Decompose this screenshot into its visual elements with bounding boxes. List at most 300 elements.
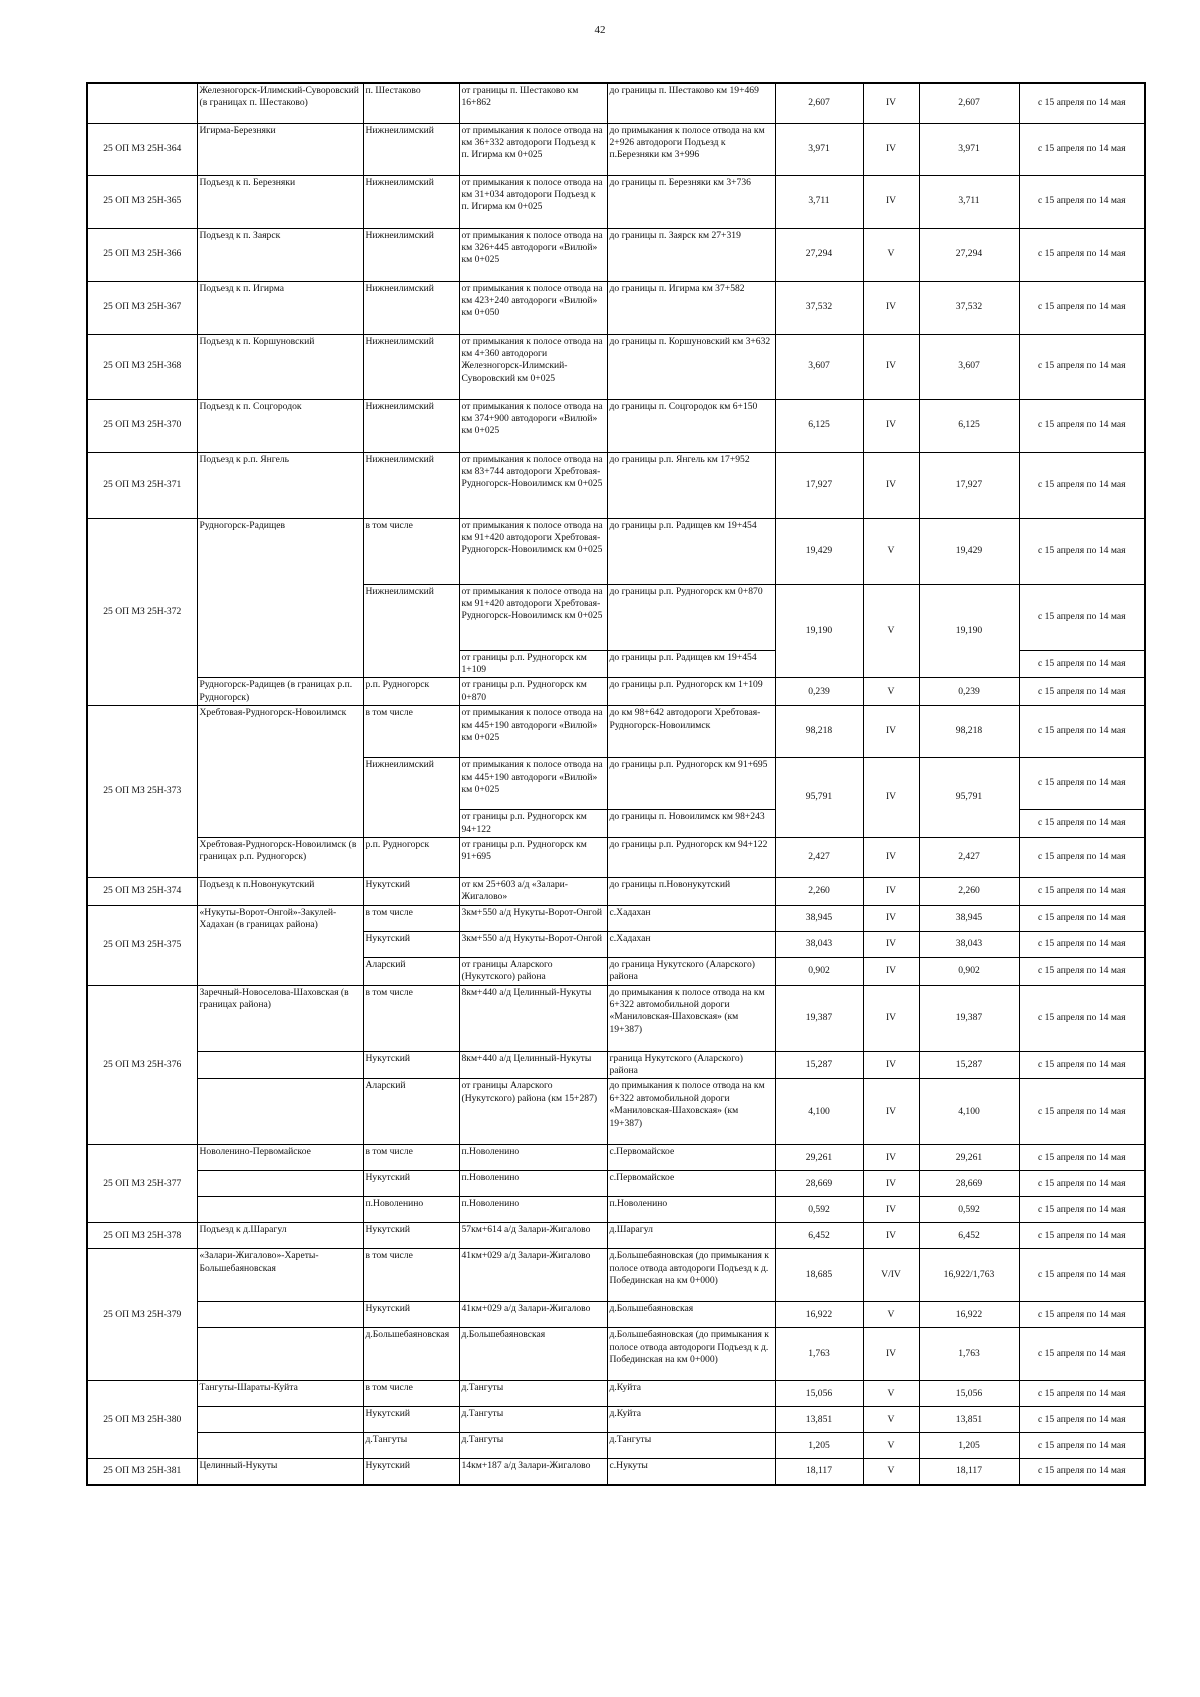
road-name-cell (197, 1302, 363, 1328)
length-cell: 16,922 (775, 1302, 863, 1328)
period-cell: с 15 апреля по 14 мая (1019, 1381, 1145, 1407)
road-name-cell: Подъезд к п. Березняки (197, 175, 363, 228)
table-row (87, 228, 1145, 281)
start-cell: п.Новоленино (459, 1145, 607, 1171)
road-name-cell: Рудногорск-Радищев (197, 518, 363, 678)
road-name-cell (197, 1328, 363, 1381)
road-id-cell: 25 ОП МЗ 25Н-376 (87, 985, 197, 1145)
segment-cell: Аларский (363, 1079, 459, 1145)
table-row (87, 518, 1145, 584)
category-cell: IV (863, 1223, 919, 1249)
road-name-cell: Хребтовая-Рудногорск-Новоилимск (197, 706, 363, 838)
road-id-cell: 25 ОП МЗ 25Н-377 (87, 1145, 197, 1223)
length-cell: 38,043 (775, 931, 863, 957)
table-row (87, 175, 1145, 228)
period-cell: с 15 апреля по 14 мая (1019, 1223, 1145, 1249)
segment-cell: в том числе (363, 905, 459, 931)
period-cell: с 15 апреля по 14 мая (1019, 1302, 1145, 1328)
end-cell: с.Первомайское (607, 1171, 775, 1197)
length-cell: 0,239 (775, 678, 863, 706)
table-row (87, 123, 1145, 175)
end-cell: с.Первомайское (607, 1145, 775, 1171)
segment-cell: Нижнеилимский (363, 175, 459, 228)
start-cell: от границы р.п. Рудногорск км 0+870 (459, 678, 607, 706)
period-cell: с 15 апреля по 14 мая (1019, 334, 1145, 399)
period-cell: с 15 апреля по 14 мая (1019, 957, 1145, 985)
table-row (87, 877, 1145, 905)
category-cell: IV (863, 837, 919, 877)
category-length-cell: 95,791 (919, 758, 1019, 838)
category-length-cell: 13,851 (919, 1407, 1019, 1433)
segment-cell: Нукутский (363, 1171, 459, 1197)
length-cell: 18,685 (775, 1249, 863, 1302)
category-cell: IV (863, 1051, 919, 1079)
category-length-cell: 15,056 (919, 1381, 1019, 1407)
end-cell: до границы п. Березняки км 3+736 (607, 175, 775, 228)
category-length-cell: 38,945 (919, 905, 1019, 931)
length-cell: 6,125 (775, 399, 863, 452)
segment-cell: п.Новоленино (363, 1197, 459, 1223)
start-cell: от примыкания к полосе отвода на км 423+240 автодороги «Вилюй» км 0+050 (459, 281, 607, 334)
table-row (87, 1381, 1145, 1407)
category-length-cell: 16,922 (919, 1302, 1019, 1328)
table-row (87, 399, 1145, 452)
segment-cell: в том числе (363, 1381, 459, 1407)
segment-cell: п. Шестаково (363, 83, 459, 123)
length-cell: 6,452 (775, 1223, 863, 1249)
period-cell: с 15 апреля по 14 мая (1019, 1171, 1145, 1197)
category-cell: IV (863, 985, 919, 1051)
period-cell: с 15 апреля по 14 мая (1019, 123, 1145, 175)
category-cell: IV (863, 334, 919, 399)
period-cell: с 15 апреля по 14 мая (1019, 83, 1145, 123)
road-id-cell: 25 ОП МЗ 25Н-367 (87, 281, 197, 334)
segment-cell: в том числе (363, 1145, 459, 1171)
end-cell: д.Большебаяновская (до примыкания к полосе отвода автодороги Подъезд к д. Побединская на км 0+000) (607, 1328, 775, 1381)
start-cell: от границы р.п. Рудногорск км 91+695 (459, 837, 607, 877)
end-cell: п.Новоленино (607, 1197, 775, 1223)
segment-cell: Нукутский (363, 1459, 459, 1485)
period-cell: с 15 апреля по 14 мая (1019, 837, 1145, 877)
segment-cell: Нукутский (363, 1302, 459, 1328)
table-row (87, 837, 1145, 877)
length-cell: 2,260 (775, 877, 863, 905)
period-cell: с 15 апреля по 14 мая (1019, 650, 1145, 678)
road-id-cell: 25 ОП МЗ 25Н-381 (87, 1459, 197, 1485)
segment-cell: Нукутский (363, 877, 459, 905)
period-cell: с 15 апреля по 14 мая (1019, 1459, 1145, 1485)
table-row (87, 1079, 1145, 1145)
category-length-cell: 19,190 (919, 584, 1019, 678)
category-length-cell: 19,429 (919, 518, 1019, 584)
segment-cell: Нижнеилимский (363, 228, 459, 281)
category-cell: IV (863, 931, 919, 957)
length-cell: 15,287 (775, 1051, 863, 1079)
table-row (87, 1407, 1145, 1433)
period-cell: с 15 апреля по 14 мая (1019, 281, 1145, 334)
category-length-cell: 0,902 (919, 957, 1019, 985)
segment-cell: Нижнеилимский (363, 399, 459, 452)
start-cell: от границы р.п. Рудногорск км 94+122 (459, 810, 607, 838)
length-cell: 98,218 (775, 706, 863, 758)
table-row (87, 1433, 1145, 1459)
period-cell: с 15 апреля по 14 мая (1019, 905, 1145, 931)
category-cell: IV (863, 452, 919, 518)
start-cell: от границы п. Шестаково км 16+862 (459, 83, 607, 123)
end-cell: до граница Нукутского (Аларского) района (607, 957, 775, 985)
end-cell: до границы р.п. Радищев км 19+454 (607, 650, 775, 678)
segment-cell: Нукутский (363, 1051, 459, 1079)
table-row (87, 1197, 1145, 1223)
period-cell: с 15 апреля по 14 мая (1019, 518, 1145, 584)
category-cell: IV (863, 905, 919, 931)
start-cell: от примыкания к полосе отвода на км 326+445 автодороги «Вилюй» км 0+025 (459, 228, 607, 281)
end-cell: с.Нукуты (607, 1459, 775, 1485)
category-length-cell: 28,669 (919, 1171, 1019, 1197)
category-length-cell: 1,205 (919, 1433, 1019, 1459)
road-id-cell: 25 ОП МЗ 25Н-364 (87, 123, 197, 175)
start-cell: от границы р.п. Рудногорск км 1+109 (459, 650, 607, 678)
segment-cell: Аларский (363, 957, 459, 985)
category-length-cell: 29,261 (919, 1145, 1019, 1171)
category-cell: IV (863, 957, 919, 985)
segment-cell: Нижнеилимский (363, 334, 459, 399)
length-cell: 1,763 (775, 1328, 863, 1381)
road-name-cell: Подъезд к п. Игирма (197, 281, 363, 334)
length-cell: 37,532 (775, 281, 863, 334)
table-row (87, 985, 1145, 1051)
road-id-cell (87, 83, 197, 123)
segment-cell: Нижнеилимский (363, 123, 459, 175)
road-name-cell: Подъезд к п. Коршуновский (197, 334, 363, 399)
start-cell: 41км+029 а/д Залари-Жигалово (459, 1302, 607, 1328)
road-id-cell: 25 ОП МЗ 25Н-374 (87, 877, 197, 905)
table-row (87, 1145, 1145, 1171)
start-cell: п.Новоленино (459, 1197, 607, 1223)
start-cell: п.Новоленино (459, 1171, 607, 1197)
category-cell: IV (863, 1145, 919, 1171)
segment-cell: Нижнеилимский (363, 584, 459, 678)
start-cell: от примыкания к полосе отвода на км 445+190 автодороги «Вилюй» км 0+025 (459, 758, 607, 810)
category-cell: IV (863, 1328, 919, 1381)
start-cell: от границы Аларского (Нукутского) района (459, 957, 607, 985)
segment-cell: в том числе (363, 985, 459, 1051)
segment-cell: д.Тангуты (363, 1433, 459, 1459)
road-name-cell: Новоленино-Первомайское (197, 1145, 363, 1171)
road-name-cell: Целинный-Нукуты (197, 1459, 363, 1485)
end-cell: до границы п. Коршуновский км 3+632 (607, 334, 775, 399)
table-row (87, 452, 1145, 518)
category-length-cell: 15,287 (919, 1051, 1019, 1079)
road-id-cell: 25 ОП МЗ 25Н-365 (87, 175, 197, 228)
period-cell: с 15 апреля по 14 мая (1019, 452, 1145, 518)
start-cell: 3км+550 а/д Нукуты-Ворот-Онгой (459, 905, 607, 931)
roads-table-body (87, 83, 1145, 1485)
category-cell: V/IV (863, 1249, 919, 1302)
category-cell: V (863, 1459, 919, 1485)
category-cell: IV (863, 123, 919, 175)
segment-cell: Нукутский (363, 931, 459, 957)
period-cell: с 15 апреля по 14 мая (1019, 758, 1145, 810)
category-length-cell: 27,294 (919, 228, 1019, 281)
period-cell: с 15 апреля по 14 мая (1019, 931, 1145, 957)
end-cell: до границы п. Заярск км 27+319 (607, 228, 775, 281)
length-cell: 17,927 (775, 452, 863, 518)
end-cell: до границы р.п. Радищев км 19+454 (607, 518, 775, 584)
length-cell: 3,971 (775, 123, 863, 175)
category-length-cell: 3,607 (919, 334, 1019, 399)
start-cell: от примыкания к полосе отвода на км 445+190 автодороги «Вилюй» км 0+025 (459, 706, 607, 758)
period-cell: с 15 апреля по 14 мая (1019, 985, 1145, 1051)
end-cell: граница Нукутского (Аларского) района (607, 1051, 775, 1079)
category-cell: V (863, 1302, 919, 1328)
period-cell: с 15 апреля по 14 мая (1019, 1433, 1145, 1459)
period-cell: с 15 апреля по 14 мая (1019, 584, 1145, 650)
length-cell: 1,205 (775, 1433, 863, 1459)
category-cell: IV (863, 1197, 919, 1223)
category-cell: IV (863, 83, 919, 123)
length-cell: 18,117 (775, 1459, 863, 1485)
start-cell: 14км+187 а/д Залари-Жигалово (459, 1459, 607, 1485)
start-cell: от примыкания к полосе отвода на км 4+360 автодороги Железногорск-Илимский-Суворовский км 0+025 (459, 334, 607, 399)
table-row (87, 1249, 1145, 1302)
end-cell: д.Большебаяновская (до примыкания к полосе отвода автодороги Подъезд к д. Побединская на км 0+000) (607, 1249, 775, 1302)
period-cell: с 15 апреля по 14 мая (1019, 1051, 1145, 1079)
length-cell: 19,190 (775, 584, 863, 678)
end-cell: до границы р.п. Янгель км 17+952 (607, 452, 775, 518)
category-cell: V (863, 228, 919, 281)
table-row (87, 1328, 1145, 1381)
category-cell: V (863, 584, 919, 678)
road-id-cell: 25 ОП МЗ 25Н-375 (87, 905, 197, 985)
category-length-cell: 17,927 (919, 452, 1019, 518)
length-cell: 0,902 (775, 957, 863, 985)
road-name-cell (197, 1433, 363, 1459)
category-length-cell: 16,922/1,763 (919, 1249, 1019, 1302)
table-row (87, 1302, 1145, 1328)
roads-table (86, 82, 1146, 1486)
table-row (87, 678, 1145, 706)
category-cell: V (863, 678, 919, 706)
category-length-cell: 38,043 (919, 931, 1019, 957)
period-cell: с 15 апреля по 14 мая (1019, 399, 1145, 452)
start-cell: от примыкания к полосе отвода на км 83+744 автодороги Хребтовая-Рудногорск-Новоилимск км 0+025 (459, 452, 607, 518)
category-length-cell: 6,125 (919, 399, 1019, 452)
page-number: 42 (594, 24, 606, 36)
category-cell: V (863, 1433, 919, 1459)
length-cell: 2,427 (775, 837, 863, 877)
end-cell: с.Хадахан (607, 931, 775, 957)
road-id-cell: 25 ОП МЗ 25Н-373 (87, 706, 197, 878)
category-length-cell: 1,763 (919, 1328, 1019, 1381)
length-cell: 19,429 (775, 518, 863, 584)
segment-cell: д.Большебаяновская (363, 1328, 459, 1381)
road-name-cell: Тангуты-Шараты-Куйта (197, 1381, 363, 1407)
period-cell: с 15 апреля по 14 мая (1019, 810, 1145, 838)
road-name-cell: Подъезд к д.Шарагул (197, 1223, 363, 1249)
category-length-cell: 3,971 (919, 123, 1019, 175)
end-cell: до примыкания к полосе отвода на км 6+322 автомобильной дороги «Маниловская-Шаховская» (км 19+387) (607, 985, 775, 1051)
category-length-cell: 0,239 (919, 678, 1019, 706)
table-row (87, 1459, 1145, 1485)
segment-cell: Нукутский (363, 1407, 459, 1433)
start-cell: д.Большебаяновская (459, 1328, 607, 1381)
length-cell: 3,607 (775, 334, 863, 399)
start-cell: от примыкания к полосе отвода на км 31+034 автодороги Подъезд к п. Игирма км 0+025 (459, 175, 607, 228)
period-cell: с 15 апреля по 14 мая (1019, 1407, 1145, 1433)
length-cell: 0,592 (775, 1197, 863, 1223)
length-cell: 3,711 (775, 175, 863, 228)
length-cell: 19,387 (775, 985, 863, 1051)
road-id-cell: 25 ОП МЗ 25Н-370 (87, 399, 197, 452)
end-cell: до границы п. Соцгородок км 6+150 (607, 399, 775, 452)
category-length-cell: 2,607 (919, 83, 1019, 123)
period-cell: с 15 апреля по 14 мая (1019, 1249, 1145, 1302)
period-cell: с 15 апреля по 14 мая (1019, 228, 1145, 281)
segment-cell: р.п. Рудногорск (363, 678, 459, 706)
start-cell: 57км+614 а/д Залари-Жигалово (459, 1223, 607, 1249)
road-name-cell: Железногорск-Илимский-Суворовский (в границах п. Шестаково) (197, 83, 363, 123)
end-cell: до границы п.Новонукутский (607, 877, 775, 905)
table-row (87, 334, 1145, 399)
end-cell: д.Шарагул (607, 1223, 775, 1249)
category-cell: IV (863, 175, 919, 228)
end-cell: до границы п. Шестаково км 19+469 (607, 83, 775, 123)
road-id-cell: 25 ОП МЗ 25Н-366 (87, 228, 197, 281)
road-id-cell: 25 ОП МЗ 25Н-378 (87, 1223, 197, 1249)
category-length-cell: 98,218 (919, 706, 1019, 758)
category-cell: V (863, 1381, 919, 1407)
end-cell: до границы р.п. Рудногорск км 94+122 (607, 837, 775, 877)
length-cell: 28,669 (775, 1171, 863, 1197)
end-cell: до границы р.п. Рудногорск км 91+695 (607, 758, 775, 810)
road-name-cell: Хребтовая-Рудногорск-Новоилимск (в границах р.п. Рудногорск) (197, 837, 363, 877)
road-name-cell: Подъезд к п. Соцгородок (197, 399, 363, 452)
period-cell: с 15 апреля по 14 мая (1019, 678, 1145, 706)
start-cell: 8км+440 а/д Целинный-Нукуты (459, 985, 607, 1051)
category-length-cell: 0,592 (919, 1197, 1019, 1223)
road-name-cell: Подъезд к п.Новонукутский (197, 877, 363, 905)
road-name-cell: Подъезд к п. Заярск (197, 228, 363, 281)
end-cell: до км 98+642 автодороги Хребтовая-Рудногорск-Новоилимск (607, 706, 775, 758)
length-cell: 29,261 (775, 1145, 863, 1171)
length-cell: 4,100 (775, 1079, 863, 1145)
start-cell: д.Тангуты (459, 1381, 607, 1407)
road-name-cell: «Нукуты-Ворот-Онгой»-Закулей-Хадахан (в границах района) (197, 905, 363, 985)
road-name-cell: Заречный-Новоселова-Шаховская (в границах района) (197, 985, 363, 1051)
category-length-cell: 2,427 (919, 837, 1019, 877)
category-cell: IV (863, 706, 919, 758)
start-cell: от примыкания к полосе отвода на км 374+900 автодороги «Вилюй» км 0+025 (459, 399, 607, 452)
end-cell: до примыкания к полосе отвода на км 6+322 автомобильной дороги «Маниловская-Шаховская» (км 19+387) (607, 1079, 775, 1145)
start-cell: 41км+029 а/д Залари-Жигалово (459, 1249, 607, 1302)
segment-cell: Нукутский (363, 1223, 459, 1249)
category-length-cell: 4,100 (919, 1079, 1019, 1145)
category-cell: IV (863, 281, 919, 334)
segment-cell: в том числе (363, 706, 459, 758)
end-cell: д.Тангуты (607, 1433, 775, 1459)
start-cell: д.Тангуты (459, 1407, 607, 1433)
table-row (87, 1171, 1145, 1197)
segment-cell: Нижнеилимский (363, 758, 459, 838)
segment-cell: в том числе (363, 1249, 459, 1302)
period-cell: с 15 апреля по 14 мая (1019, 1197, 1145, 1223)
length-cell: 13,851 (775, 1407, 863, 1433)
category-cell: V (863, 518, 919, 584)
segment-cell: р.п. Рудногорск (363, 837, 459, 877)
period-cell: с 15 апреля по 14 мая (1019, 1079, 1145, 1145)
road-name-cell: Подъезд к р.п. Янгель (197, 452, 363, 518)
road-id-cell: 25 ОП МЗ 25Н-372 (87, 518, 197, 706)
road-id-cell: 25 ОП МЗ 25Н-379 (87, 1249, 197, 1381)
category-length-cell: 6,452 (919, 1223, 1019, 1249)
end-cell: до границы р.п. Рудногорск км 1+109 (607, 678, 775, 706)
category-length-cell: 3,711 (919, 175, 1019, 228)
road-id-cell: 25 ОП МЗ 25Н-380 (87, 1381, 197, 1459)
start-cell: 3км+550 а/д Нукуты-Ворот-Онгой (459, 931, 607, 957)
category-cell: IV (863, 1079, 919, 1145)
category-cell: IV (863, 1171, 919, 1197)
road-name-cell (197, 1407, 363, 1433)
road-name-cell (197, 1197, 363, 1223)
table-row (87, 706, 1145, 758)
end-cell: до границы р.п. Рудногорск км 0+870 (607, 584, 775, 650)
road-name-cell (197, 1079, 363, 1145)
start-cell: 8км+440 а/д Целинный-Нукуты (459, 1051, 607, 1079)
period-cell: с 15 апреля по 14 мая (1019, 877, 1145, 905)
end-cell: д.Куйта (607, 1381, 775, 1407)
end-cell: д.Большебаяновская (607, 1302, 775, 1328)
category-cell: IV (863, 399, 919, 452)
road-name-cell: «Залари-Жигалово»-Хареты-Большебаяновская (197, 1249, 363, 1302)
road-name-cell: Рудногорск-Радищев (в границах р.п. Рудногорск) (197, 678, 363, 706)
road-name-cell (197, 1171, 363, 1197)
end-cell: с.Хадахан (607, 905, 775, 931)
segment-cell: в том числе (363, 518, 459, 584)
category-length-cell: 18,117 (919, 1459, 1019, 1485)
table-row (87, 1051, 1145, 1079)
road-id-cell: 25 ОП МЗ 25Н-371 (87, 452, 197, 518)
end-cell: до границы п. Игирма км 37+582 (607, 281, 775, 334)
start-cell: от примыкания к полосе отвода на км 91+420 автодороги Хребтовая-Рудногорск-Новоилимск км 0+025 (459, 518, 607, 584)
road-name-cell: Игирма-Березняки (197, 123, 363, 175)
length-cell: 38,945 (775, 905, 863, 931)
segment-cell: Нижнеилимский (363, 281, 459, 334)
start-cell: от км 25+603 а/д «Залари-Жигалово» (459, 877, 607, 905)
length-cell: 15,056 (775, 1381, 863, 1407)
road-name-cell (197, 1051, 363, 1079)
period-cell: с 15 апреля по 14 мая (1019, 1328, 1145, 1381)
category-length-cell: 37,532 (919, 281, 1019, 334)
end-cell: до примыкания к полосе отвода на км 2+926 автодороги Подъезд к п.Березняки км 3+996 (607, 123, 775, 175)
period-cell: с 15 апреля по 14 мая (1019, 706, 1145, 758)
table-row (87, 281, 1145, 334)
length-cell: 2,607 (775, 83, 863, 123)
end-cell: д.Куйта (607, 1407, 775, 1433)
start-cell: от примыкания к полосе отвода на км 36+332 автодороги Подъезд к п. Игирма км 0+025 (459, 123, 607, 175)
start-cell: от границы Аларского (Нукутского) района (км 15+287) (459, 1079, 607, 1145)
start-cell: д.Тангуты (459, 1433, 607, 1459)
period-cell: с 15 апреля по 14 мая (1019, 175, 1145, 228)
category-length-cell: 2,260 (919, 877, 1019, 905)
table-row (87, 83, 1145, 123)
category-length-cell: 19,387 (919, 985, 1019, 1051)
category-cell: IV (863, 758, 919, 838)
category-cell: V (863, 1407, 919, 1433)
segment-cell: Нижнеилимский (363, 452, 459, 518)
length-cell: 27,294 (775, 228, 863, 281)
table-row (87, 905, 1145, 931)
